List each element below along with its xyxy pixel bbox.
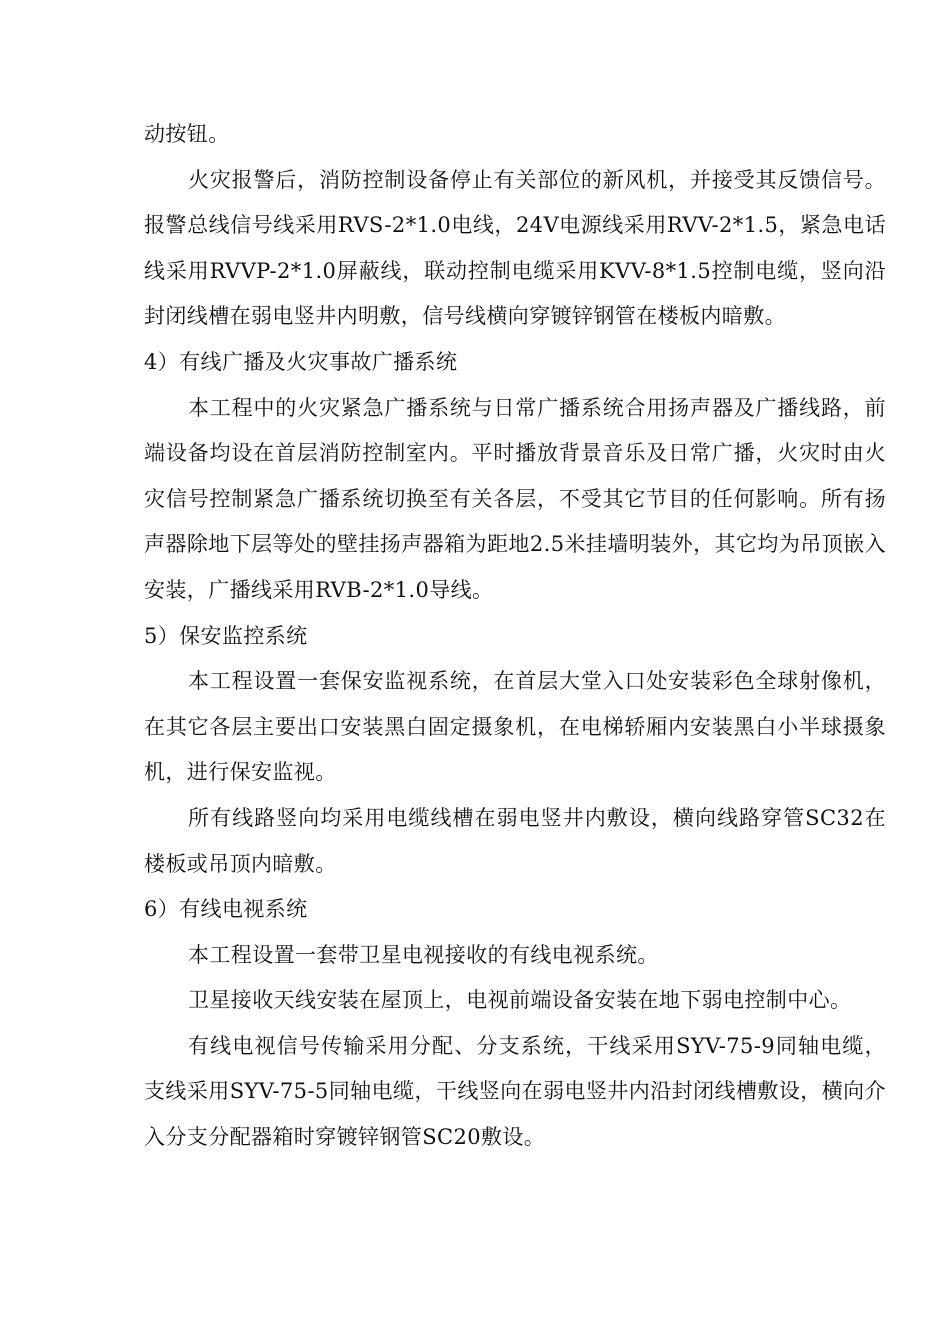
paragraph-continuation: 动按钮。 bbox=[144, 122, 230, 146]
paragraph-broadcast-system: 本工程中的火灾紧急广播系统与日常广播系统合用扬声器及广播线路，前端设备均设在首层消防控制室内。平时播放背景音乐及日常广播，火灾时由火灾信号控制紧急广播系统切换至有关各层，不受其它节目的任何影响。所有扬声器除地下层等处的壁挂扬声器箱为距地2.5米挂墙明装外，其它均为吊顶嵌入安装，广播线采用RVB-2*1.0导线。 bbox=[144, 395, 886, 602]
paragraph-tv-signal-wiring: 有线电视信号传输采用分配、分支系统，干线采用SYV-75-9同轴电缆，支线采用SYV-75-5同轴电缆，干线竖向在弱电竖井内沿封闭线槽敷设，横向介入分支分配器箱时穿镀锌钢管SC20敷设。 bbox=[144, 1033, 886, 1150]
paragraph-security-wiring: 所有线路竖向均采用电缆线槽在弱电竖井内敷设，横向线路穿管SC32在楼板或吊顶内暗敷。 bbox=[144, 805, 886, 876]
section-heading-broadcast: 4）有线广播及火灾事故广播系统 bbox=[144, 349, 458, 374]
paragraph-cable-tv-system: 本工程设置一套带卫星电视接收的有线电视系统。 bbox=[188, 942, 659, 967]
paragraph-satellite-antenna: 卫星接收天线安装在屋顶上，电视前端设备安装在地下弱电控制中心。 bbox=[188, 988, 852, 1013]
section-heading-cable-tv: 6）有线电视系统 bbox=[144, 897, 308, 922]
paragraph-security-cameras: 本工程设置一套保安监视系统，在首层大堂入口处安装彩色全球射像机，在其它各层主要出口安装黑白固定摄象机，在电梯轿厢内安装黑白小半球摄象机，进行保安监视。 bbox=[144, 669, 886, 785]
paragraph-fire-alarm-wiring: 火灾报警后，消防控制设备停止有关部位的新风机，并接受其反馈信号。报警总线信号线采用RVS-2*1.0电线，24V电源线采用RVV-2*1.5，紧急电话线采用RVVP-2*1.0屏蔽线，联动控制电缆采用KVV-8*1.5控制电缆，竖向沿封闭线槽在弱电竖井内明敷，信号线横向穿镀锌钢管在楼板内暗敷。 bbox=[144, 167, 886, 329]
section-heading-security: 5）保安监控系统 bbox=[144, 623, 308, 648]
document-body bbox=[144, 112, 886, 1161]
